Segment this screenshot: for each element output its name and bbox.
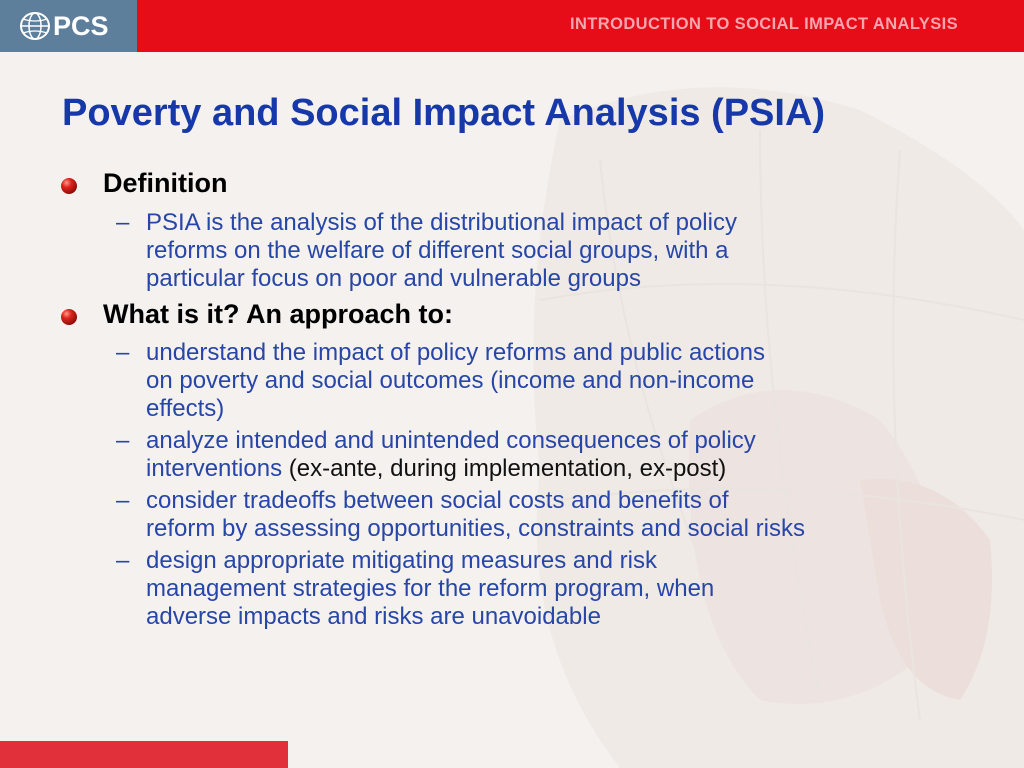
- dash-marker: –: [116, 487, 130, 514]
- section-heading-approach: What is it? An approach to:: [103, 299, 453, 329]
- approach-item-understand: understand the impact of policy reforms and public actions on poverty and social outcomes (income and non-income effects): [146, 339, 765, 422]
- bullet-icon: [61, 309, 77, 325]
- approach-item-consider: consider tradeoffs between social costs and benefits of reform by assessing opportunities, constraints and social risks: [146, 487, 805, 542]
- footer-accent-bar: [0, 741, 288, 768]
- bullet-icon: [61, 178, 77, 194]
- section-heading-definition: Definition: [103, 168, 228, 198]
- dash-marker: –: [116, 339, 130, 366]
- approach-item-design: design appropriate mitigating measures and risk management strategies for the reform program, when adverse impacts and risks are unavoidable: [146, 547, 715, 630]
- dash-marker: –: [116, 427, 130, 454]
- banner-title: INTRODUCTION TO SOCIAL IMPACT ANALYSIS: [570, 15, 958, 33]
- dash-marker: –: [116, 547, 130, 574]
- header-banner: [0, 0, 1024, 52]
- approach-item-analyze: analyze intended and unintended consequences of policy interventions (ex-ante, during implementation, ex-post): [146, 427, 756, 482]
- logo: [0, 0, 137, 52]
- definition-text: PSIA is the analysis of the distributional impact of policy reforms on the welfare of different social groups, with a particular focus on poor and vulnerable groups: [146, 209, 737, 292]
- dash-marker: –: [116, 209, 130, 236]
- slide-title: Poverty and Social Impact Analysis (PSIA): [62, 92, 826, 134]
- logo-text: PCS: [53, 11, 109, 41]
- globe-logo-icon: [18, 10, 52, 42]
